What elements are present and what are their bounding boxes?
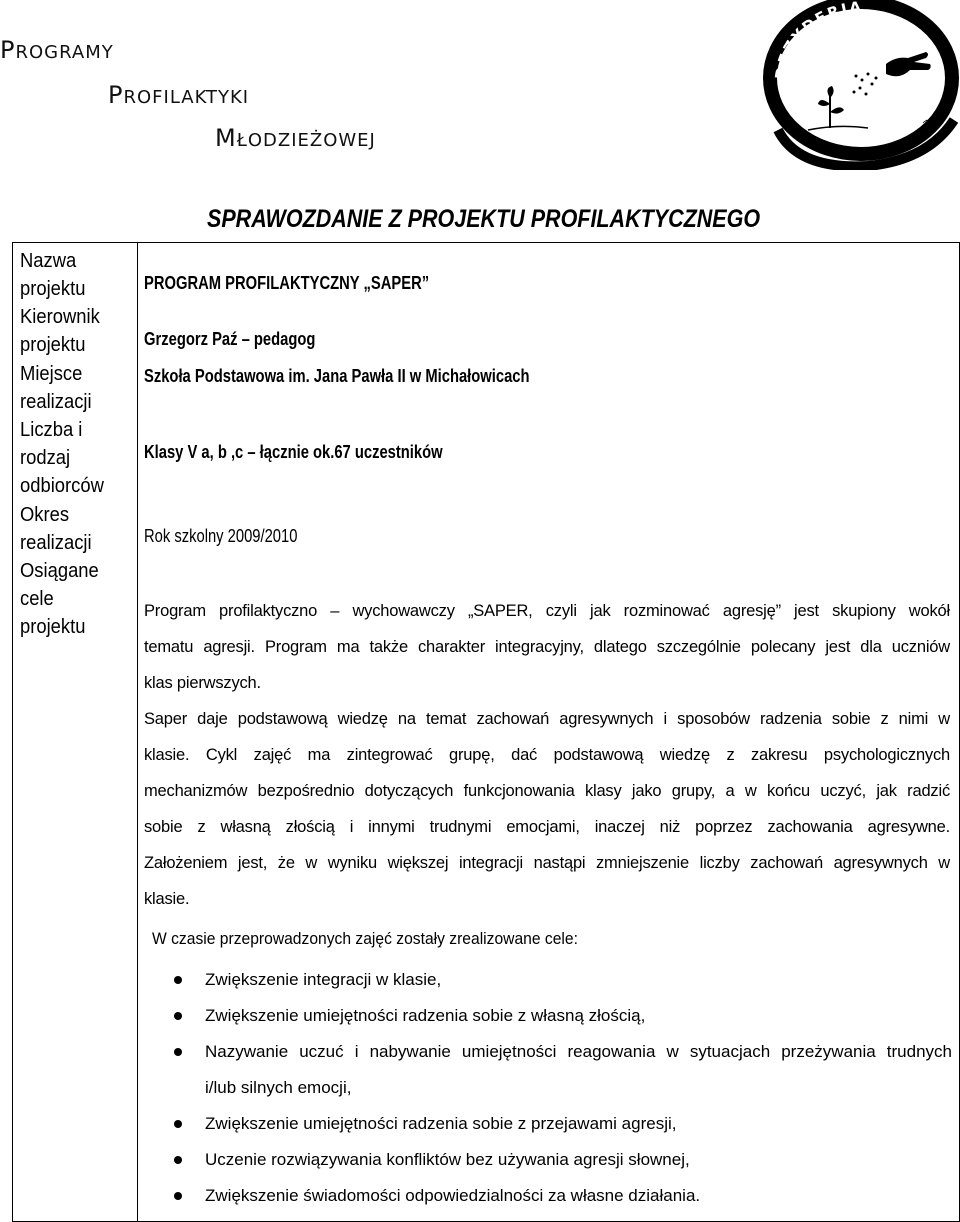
list-item-text: Nazywanie uczuć i nabywanie umiejętności reagowania w sytuacjach przeżywania trudnych [205,1042,952,1061]
plant-icon [808,86,868,130]
column-divider [137,242,138,1222]
brand-initial: P [0,36,16,64]
text-line: klasie. [144,890,190,908]
list-item-text: Uczenie rozwiązywania konfliktów bez używania agresji słownej, [205,1150,690,1169]
brand-line-mlodziezowej [215,124,376,152]
text-line: Założeniem jest, że w wyniku większej integracji nastąpi zmniejszenie liczby zachowań agresywnych w [144,854,950,872]
bullet-icon [174,1192,182,1200]
text-line: klas pierwszych. [144,674,261,692]
label-project-manager: Kierownik projektu [20,306,100,356]
list-item [172,1034,952,1106]
value-project-manager: Grzegorz Paź – pedagog [144,329,316,349]
brand-initial: M [215,124,237,152]
bullet-icon [174,1120,182,1128]
value-project-name: PROGRAM PROFILAKTYCZNY „SAPER” [144,273,430,293]
goals-list [172,962,952,1214]
list-item-text: Zwiększenie umiejętności radzenia sobie z własną złością, [205,1006,646,1025]
list-item [172,998,952,1034]
text-line: tematu agresji. Program ma także charakter integracyjny, dlatego szczególnie polecany jest dla uczniów [144,638,950,656]
logo-text: DEZYDERIA [771,0,864,81]
value-location: Szkoła Podstawowa im. Jana Pawła II w Michałowicach [144,366,530,386]
text-line: mechanizmów bezpośrednio dotyczących funkcjonowania klasy jako grupy, a w końcu uczyć, jak radzić [144,782,950,800]
label-goals: Osiągane cele projektu [20,560,99,638]
brand-rest: ROFILAKTYKI [123,87,250,108]
text-line: Program profilaktyczno – wychowawczy „SAPER, czyli jak rozminować agresję” jest skupiony wokół [144,602,950,620]
hand-icon [886,52,931,76]
bullet-icon [174,1156,182,1164]
goals-paragraph-2 [144,701,950,917]
svg-text:DEZYDERIA [772,0,864,80]
seeds-icon [853,73,878,96]
list-item-text-continued: i/lub silnych emocji, [205,1078,352,1097]
list-item-text: Zwiększenie integracji w klasie, [205,970,442,989]
label-audience: Liczba i rodzaj odbiorców [20,419,104,497]
label-location: Miejsce realizacji [20,363,92,413]
goals-paragraph-1 [144,593,950,701]
brand-line-profilaktyki [108,81,249,109]
dezyderia-logo [758,0,960,170]
list-item [172,1178,952,1214]
list-item-text: Zwiększenie umiejętności radzenia sobie z przejawami agresji, [205,1114,677,1133]
value-audience: Klasy V a, b ,c – łącznie ok.67 uczestników [144,442,443,462]
bullet-icon [174,1012,182,1020]
text-line: Saper daje podstawową wiedzę na temat zachowań agresywnych i sposobów radzenia sobie z nimi w [144,710,950,728]
label-project-name: Nazwa projektu [20,250,86,300]
bullet-icon [174,976,182,984]
logo-subtext: Zespół Pedagogów [922,53,959,131]
list-item [172,1106,952,1142]
list-item [172,962,952,998]
list-item-text: Zwiększenie świadomości odpowiedzialności za własne działania. [205,1186,701,1205]
value-period: Rok szkolny 2009/2010 [144,526,298,546]
brand-rest: ŁODZIEŻOWEJ [236,130,376,151]
brand-line-programy [0,36,114,64]
bullet-icon [174,1048,182,1056]
text-line: klasie. Cykl zajęć ma zintegrować grupę, dać podstawową wiedzę z zakresu psychologicznych [144,746,950,764]
brand-initial: P [108,81,124,109]
list-item [172,1142,952,1178]
document-title: SPRAWOZDANIE Z PROJEKTU PROFILAKTYCZNEGO [207,205,761,233]
text-line: sobie z własną złością i innymi trudnymi emocjami, inaczej niż poprzez zachowania agresywne. [144,818,950,836]
brand-rest: ROGRAMY [15,42,114,63]
goals-intro: W czasie przeprowadzonych zajęć zostały zrealizowane cele: [152,929,578,948]
label-period: Okres realizacji [20,504,92,554]
